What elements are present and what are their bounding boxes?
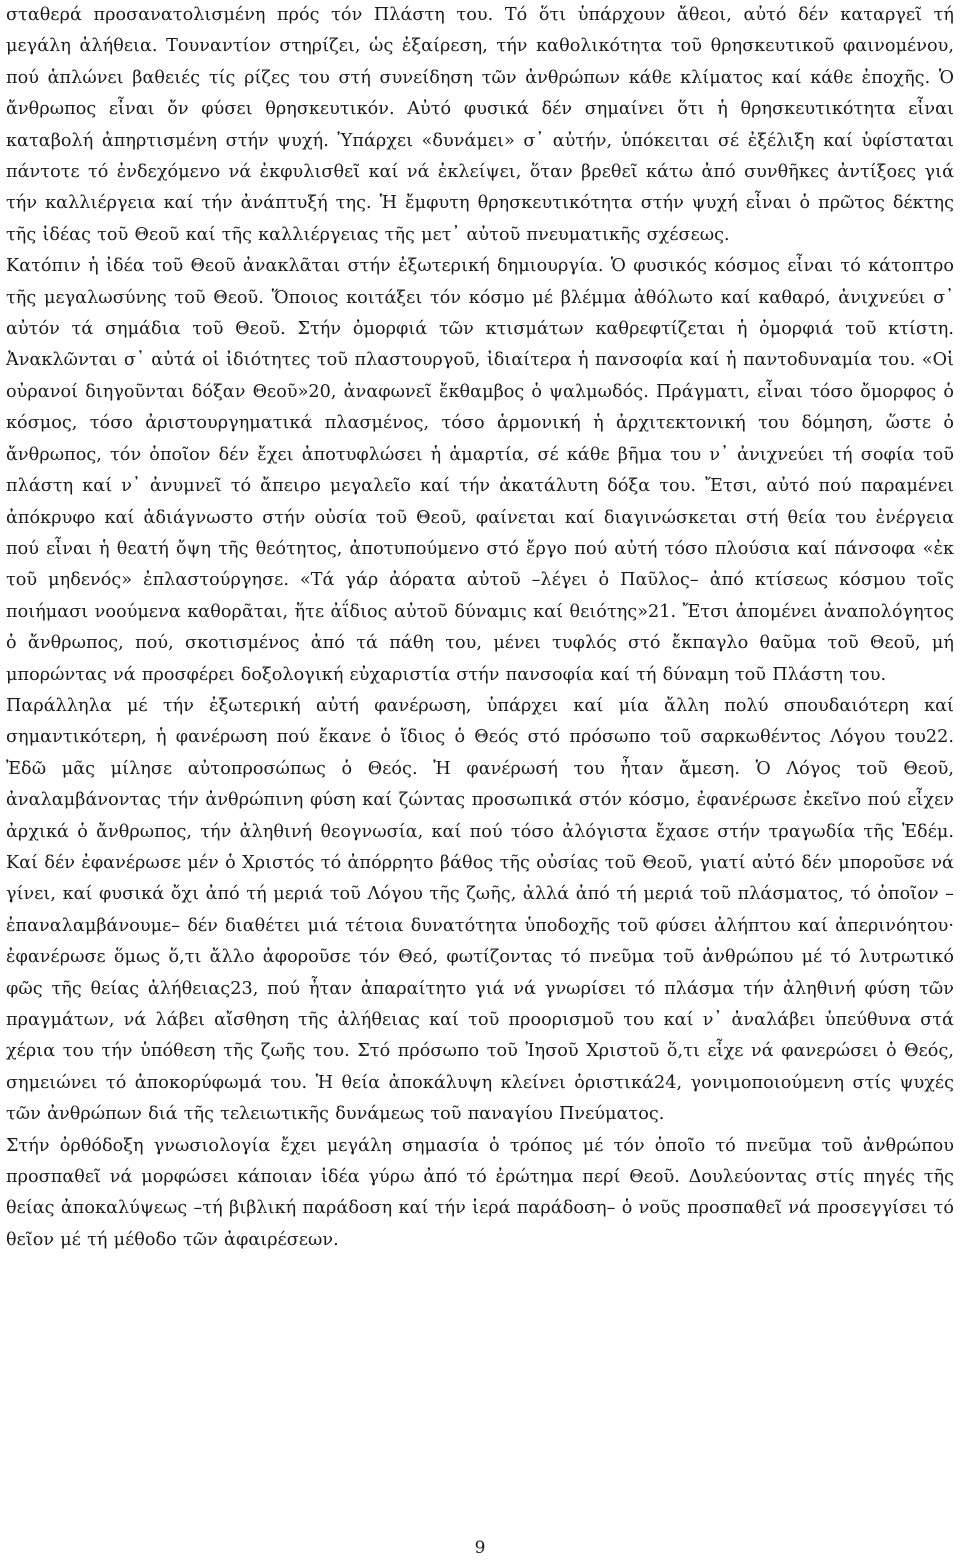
body-text bbox=[6, 0, 954, 1256]
paragraph-1: σταθερά προσανατολισμένη πρός τόν Πλάστη του. Τό ὅτι ὑπάρχουν ἄθεοι, αὐτό δέν καταργεῖ τή μεγάλη ἀλήθεια. Τουναντίον στηρίζει, ὡς ἐξαίρεση, τήν καθολικότητα τοῦ θρησκευτικοῦ φαινομένου, πού ἁπλώνει βαθειές τίς ρίζες του στή συνείδηση τῶν ἀνθρώπων κάθε κλίματος καί κάθε ἐποχῆς. Ὁ ἄνθρωπος εἶναι ὄν φύσει θρησκευτικόν. Αὐτό φυσικά δέν σημαίνει ὅτι ἡ θρησκευτικότητα εἶναι καταβολή ἀπηρτισμένη στήν ψυχή. Ὑπάρχει «δυνάμει» σ᾽ αὐτήν, ὑπόκειται σέ ἐξέλιξη καί ὑφίσταται πάντοτε τό ἐνδεχόμενο νά ἐκφυλισθεῖ καί νά ἐκλείψει, ὅταν βρεθεῖ κάτω ἀπό συνθῆκες ἀντίξοες γιά τήν καλλιέργεια καί τήν ἀνάπτυξή της. Ἡ ἔμφυτη θρησκευτικότητα στήν ψυχή εἶναι ὁ πρῶτος δέκτης τῆς ἰδέας τοῦ Θεοῦ καί τῆς καλλιέργειας τῆς μετ᾽ αὐτοῦ πνευματικῆς σχέσεως. bbox=[6, 5, 954, 245]
document-page bbox=[6, 0, 954, 1565]
paragraph-3: Παράλληλα μέ τήν ἐξωτερική αὐτή φανέρωση, ὑπάρχει καί μία ἄλλη πολύ σπουδαιότερη καί σημαντικότερη, ἡ φανέρωση πού ἔκανε ὁ ἴδιος ὁ Θεός στό πρόσωπο τοῦ σαρκωθέντος Λόγου του22. Ἐδῶ μᾶς μίλησε αὐτοπροσώπως ὁ Θεός. Ἡ φανέρωσή του ἦταν ἄμεση. Ὁ Λόγος τοῦ Θεοῦ, ἀναλαμβάνοντας τήν ἀνθρώπινη φύση καί ζώντας προσωπικά στόν κόσμο, ἐφανέρωσε ἐκεῖνο πού εἶχεν ἀρχικά ὁ ἄνθρωπος, τήν ἀληθινή θεογνωσία, καί πού τόσο ἀλόγιστα ἔχασε στήν τραγωδία τῆς Ἐδέμ. Καί δέν ἐφανέρωσε μέν ὁ Χριστός τό ἀπόρρητο βάθος τῆς οὐσίας τοῦ Θεοῦ, γιατί αὐτό δέν μποροῦσε νά γίνει, καί φυσικά ὄχι ἀπό τή μεριά τοῦ Λόγου τῆς ζωῆς, ἀλλά ἀπό τή μεριά τοῦ πλάσματος, τό ὁποῖον –ἐπαναλαμβάνουμε– δέν διαθέτει μιά τέτοια δυνατότητα ὑποδοχῆς τοῦ φύσει ἀλήπτου καί ἀπερινόητου· ἐφανέρωσε ὅμως ὅ,τι ἄλλο ἀφοροῦσε τόν Θεό, φωτίζοντας τό πνεῦμα τοῦ ἀνθρώπου μέ τό λυτρωτικό φῶς τῆς θείας ἀλήθειας23, πού ἦταν ἀπαραίτητο γιά νά γνωρίσει τό πλάσμα τήν ἀληθινή φύση τῶν πραγμάτων, νά λάβει αἴσθηση τῆς ἀλήθειας καί τοῦ προορισμοῦ του καί ν᾽ ἀναλάβει ὑπεύθυνα στά χέρια του τήν ὑπόθεση τῆς ζωῆς του. Στό πρόσωπο τοῦ Ἰησοῦ Χριστοῦ ὅ,τι εἶχε νά φανερώσει ὁ Θεός, σημειώνει τό ἀποκορύφωμά του. Ἡ θεία ἀποκάλυψη κλείνει ὁριστικά24, γονιμοποιούμενη στίς ψυχές τῶν ἀνθρώπων διά τῆς τελειωτικῆς δυνάμεως τοῦ παναγίου Πνεύματος. bbox=[6, 695, 954, 1125]
paragraph-2: Κατόπιν ἡ ἰδέα τοῦ Θεοῦ ἀνακλᾶται στήν ἐξωτερική δημιουργία. Ὁ φυσικός κόσμος εἶναι τό κάτοπτρο τῆς μεγαλωσύνης τοῦ Θεοῦ. Ὅποιος κοιτάξει τόν κόσμο μέ βλέμμα ἀθόλωτο καί καθαρό, ἀνιχνεύει σ᾽ αὐτόν τά σημάδια τοῦ Θεοῦ. Στήν ὀμορφιά τῶν κτισμάτων καθρεφτίζεται ἡ ὀμορφιά τοῦ κτίστη. Ἀνακλῶνται σ᾽ αὐτά οἱ ἰδιότητες τοῦ πλαστουργοῦ, ἰδιαίτερα ἡ πανσοφία καί ἡ παντοδυναμία του. «Οἱ οὐρανοί διηγοῦνται δόξαν Θεοῦ»20, ἀναφωνεῖ ἔκθαμβος ὁ ψαλμωδός. Πράγματι, εἶναι τόσο ὄμορφος ὁ κόσμος, τόσο ἀριστουργηματικά πλασμένος, τόσο ἁρμονική ἡ ἀρχιτεκτονική του δόμηση, ὥστε ὁ ἄνθρωπος, τόν ὁποῖον δέν ἔχει ἀποτυφλώσει ἡ ἁμαρτία, σέ κάθε βῆμα του ν᾽ ἀνιχνεύει τή σοφία τοῦ πλάστη καί ν᾽ ἀνυμνεῖ τό ἄπειρο μεγαλεῖο καί τήν ἀκατάλυτη δόξα του. Ἔτσι, αὐτό πού παραμένει ἀπόκρυφο καί ἀδιάγνωστο στήν οὐσία τοῦ Θεοῦ, φαίνεται καί διαγινώσκεται στή θεία του ἐνέργεια πού εἶναι ἡ θεατή ὄψη τῆς θεότητος, ἀποτυπούμενο στό ἔργο πού αὐτή τόσο πλούσια καί πάνσοφα «ἐκ τοῦ μηδενός» ἐπλαστούργησε. «Τά γάρ ἀόρατα αὐτοῦ –λέγει ὁ Παῦλος– ἀπό κτίσεως κόσμου τοῖς ποιήμασι νοούμενα καθορᾶται, ἥτε ἀΐδιος αὐτοῦ δύναμις καί θειότης»21. Ἔτσι ἀπομένει ἀναπολόγητος ὁ ἄνθρωπος, πού, σκοτισμένος ἀπό τά πάθη του, μένει τυφλός στό ἔκπαγλο θαῦμα τοῦ Θεοῦ, μή μπορώντας νά προσφέρει δοξολογική εὐχαριστία στήν πανσοφία καί τή δύναμη τοῦ Πλάστη του. bbox=[6, 256, 954, 685]
paragraph-4: Στήν ὀρθόδοξη γνωσιολογία ἔχει μεγάλη σημασία ὁ τρόπος μέ τόν ὁποῖο τό πνεῦμα τοῦ ἀνθρώπου προσπαθεῖ νά μορφώσει κάποιαν ἰδέα γύρω ἀπό τό ἐρώτημα περί Θεοῦ. Δουλεύοντας στίς πηγές τῆς θείας ἀποκαλύψεως –τή βιβλική παράδοση καί τήν ἱερά παράδοση– ὁ νοῦς προσπαθεῖ νά προσεγγίσει τό θεῖον μέ τή μέθοδο τῶν ἀφαιρέσεων. bbox=[6, 1135, 954, 1250]
page-number: 9 bbox=[474, 1538, 486, 1558]
